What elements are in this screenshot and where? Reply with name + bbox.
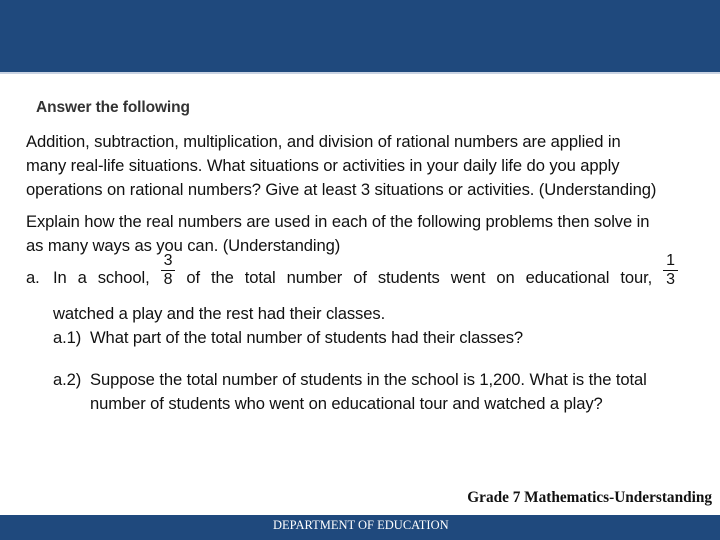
question-2 [26,210,686,258]
question-1-line: Addition, subtraction, multiplication, and division of rational numbers are applied in [26,132,621,151]
problem-a-continuation: watched a play and the rest had their classes. [53,304,386,323]
sub-item-marker: a.1) [53,328,82,347]
fraction-numerator: 3 [161,252,176,271]
sub-item-a1 [53,326,686,350]
question-2-line: as many ways as you can. (Understanding) [26,236,341,255]
problem-a [26,251,686,302]
sub-item-a2 [53,368,686,416]
sub-item-line: What part of the total number of students had their classes? [90,328,524,347]
sub-item-marker: a.2) [53,370,82,389]
word: on [496,268,515,287]
fraction-one-third [663,252,678,289]
grade-subject-label: Grade 7 Mathematics-Understanding [467,489,712,506]
word: tour, [620,268,653,287]
question-1-line: many real-life situations. What situations or activities in your daily life do you apply [26,156,620,175]
fraction-denominator: 3 [666,270,675,288]
word: total [244,268,276,287]
word: In [53,268,67,287]
word: the [210,268,234,287]
problem-a-marker: a. [26,268,40,287]
department-label: DEPARTMENT OF EDUCATION [273,518,449,532]
word: a [77,268,87,287]
question-1 [26,130,686,202]
document-body [26,96,686,416]
word: of [186,268,200,287]
word: of [353,268,367,287]
sub-item-text [90,326,686,350]
sub-item-line: Suppose the total number of students in the school is 1,200. What is the total [90,370,647,389]
sub-item-line: number of students who went on educational tour and watched a play? [90,394,603,413]
word: students [377,268,440,287]
word: number [286,268,343,287]
fraction-numerator: 1 [663,252,678,271]
question-2-line: Explain how the real numbers are used in each of the following problems then solve in [26,212,650,231]
fraction-denominator: 8 [163,270,173,288]
problem-a-first-line [53,251,678,290]
word: school, [97,268,150,287]
sub-item-text [90,368,686,416]
fraction-three-eighths [161,252,176,289]
word: went [450,268,486,287]
word: educational [525,268,610,287]
spacer [26,350,686,368]
header-band-edge [0,72,720,74]
section-heading: Answer the following [36,99,190,116]
header-band [0,0,720,72]
question-1-line: operations on rational numbers? Give at least 3 situations or activities. (Understanding) [26,180,657,199]
